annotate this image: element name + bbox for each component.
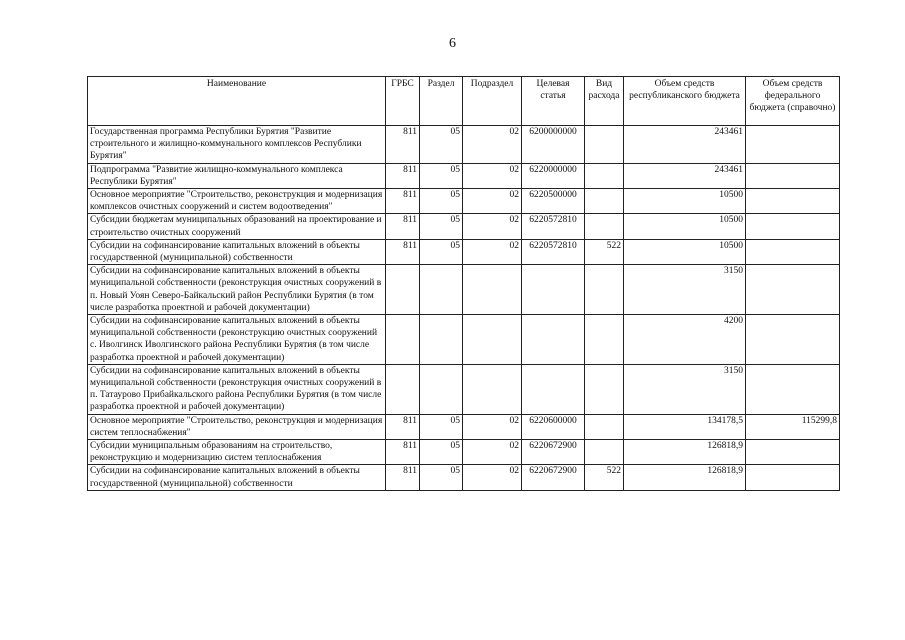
cell-fed <box>746 163 840 188</box>
cell-razdel: 05 <box>420 163 463 188</box>
cell-podrazdel: 02 <box>463 239 522 264</box>
table-row <box>88 239 840 264</box>
cell-name: Субсидии муниципальным образованиям на строительство, реконструкцию и модернизацию систем теплоснабжения <box>88 440 386 465</box>
table-row <box>88 440 840 465</box>
cell-razdel <box>420 315 463 365</box>
header-razdel: Раздел <box>420 77 463 126</box>
cell-tselevaya: 6220572810 <box>522 239 585 264</box>
cell-grbs <box>386 265 420 315</box>
cell-podrazdel: 02 <box>463 440 522 465</box>
table-row <box>88 163 840 188</box>
cell-grbs: 811 <box>386 214 420 239</box>
table-row <box>88 189 840 214</box>
cell-name: Субсидии на софинансирование капитальных вложений в объекты муниципальной собственности (реконструкция очистных сооружений в п. Новый Уоян Северо-Байкальский район Республики Бурятия (в том числе разработка проектной и рабочей документации) <box>88 265 386 315</box>
cell-grbs: 811 <box>386 440 420 465</box>
cell-name: Субсидии на софинансирование капитальных вложений в объекты муниципальной собственности (реконструкция очистных сооружений в п. Татаурово Прибайкальского района Республики Бурятия (в том числе разработка проектной и рабочей документации) <box>88 364 386 414</box>
cell-grbs: 811 <box>386 163 420 188</box>
cell-podrazdel: 02 <box>463 214 522 239</box>
cell-name: Субсидии на софинансирование капитальных вложений в объекты государственной (муниципальной) собственности <box>88 239 386 264</box>
cell-razdel: 05 <box>420 239 463 264</box>
table-row <box>88 126 840 164</box>
cell-name: Подпрограмма "Развитие жилищно-коммунального комплекса Республики Бурятия" <box>88 163 386 188</box>
cell-vid <box>585 265 624 315</box>
cell-podrazdel <box>463 315 522 365</box>
budget-table <box>87 76 840 491</box>
cell-vid <box>585 126 624 164</box>
cell-name: Субсидии на софинансирование капитальных вложений в объекты муниципальной собственности (реконструкцию очистных сооружений с. Иволгинск Иволгинского района Республики Бурятия (в том числе разработка проектной и рабочей документации) <box>88 315 386 365</box>
cell-vid <box>585 364 624 414</box>
cell-fed <box>746 189 840 214</box>
cell-resp: 4200 <box>624 315 746 365</box>
cell-razdel: 05 <box>420 414 463 439</box>
cell-grbs: 811 <box>386 239 420 264</box>
cell-vid <box>585 189 624 214</box>
cell-fed <box>746 239 840 264</box>
cell-name: Государственная программа Республики Бурятия "Развитие строительного и жилищно-коммунального комплексов Республики Бурятия" <box>88 126 386 164</box>
cell-name: Субсидии бюджетам муниципальных образований на проектирование и строительство очистных сооружений <box>88 214 386 239</box>
cell-vid <box>585 315 624 365</box>
table-row <box>88 465 840 490</box>
cell-fed <box>746 440 840 465</box>
cell-podrazdel: 02 <box>463 465 522 490</box>
cell-tselevaya: 6200000000 <box>522 126 585 164</box>
page-number: 6 <box>449 36 456 51</box>
cell-fed <box>746 465 840 490</box>
cell-fed <box>746 265 840 315</box>
header-tselevaya: Целевая статья <box>522 77 585 126</box>
cell-fed: 115299,8 <box>746 414 840 439</box>
cell-vid <box>585 163 624 188</box>
cell-podrazdel: 02 <box>463 414 522 439</box>
header-fed: Объем средств федерального бюджета (справочно) <box>746 77 840 126</box>
header-resp: Объем средств республиканского бюджета <box>624 77 746 126</box>
cell-grbs <box>386 315 420 365</box>
cell-tselevaya: 6220672900 <box>522 465 585 490</box>
cell-resp: 126818,9 <box>624 440 746 465</box>
cell-razdel <box>420 265 463 315</box>
cell-grbs <box>386 364 420 414</box>
table-row <box>88 265 840 315</box>
cell-razdel: 05 <box>420 465 463 490</box>
cell-resp: 10500 <box>624 239 746 264</box>
cell-fed <box>746 126 840 164</box>
cell-resp: 134178,5 <box>624 414 746 439</box>
cell-grbs: 811 <box>386 126 420 164</box>
cell-tselevaya: 6220672900 <box>522 440 585 465</box>
cell-tselevaya: 6220500000 <box>522 189 585 214</box>
cell-fed <box>746 364 840 414</box>
header-name: Наименование <box>88 77 386 126</box>
cell-vid: 522 <box>585 239 624 264</box>
cell-tselevaya <box>522 265 585 315</box>
cell-resp: 10500 <box>624 214 746 239</box>
cell-grbs: 811 <box>386 189 420 214</box>
table-row <box>88 364 840 414</box>
cell-resp: 10500 <box>624 189 746 214</box>
cell-podrazdel: 02 <box>463 189 522 214</box>
cell-podrazdel: 02 <box>463 163 522 188</box>
cell-podrazdel: 02 <box>463 126 522 164</box>
cell-vid: 522 <box>585 465 624 490</box>
header-podrazdel: Подраздел <box>463 77 522 126</box>
cell-resp: 243461 <box>624 163 746 188</box>
cell-podrazdel <box>463 364 522 414</box>
header-grbs: ГРБС <box>386 77 420 126</box>
cell-grbs: 811 <box>386 414 420 439</box>
cell-resp: 3150 <box>624 265 746 315</box>
cell-tselevaya: 6220600000 <box>522 414 585 439</box>
cell-tselevaya <box>522 364 585 414</box>
cell-vid <box>585 414 624 439</box>
table-row <box>88 414 840 439</box>
cell-name: Основное мероприятие "Строительство, реконструкция и модернизация систем теплоснабжения" <box>88 414 386 439</box>
cell-resp: 3150 <box>624 364 746 414</box>
cell-vid <box>585 214 624 239</box>
table-row <box>88 315 840 365</box>
table-header-row <box>88 77 840 126</box>
cell-razdel: 05 <box>420 214 463 239</box>
cell-razdel: 05 <box>420 189 463 214</box>
cell-tselevaya: 6220000000 <box>522 163 585 188</box>
cell-resp: 126818,9 <box>624 465 746 490</box>
cell-razdel: 05 <box>420 440 463 465</box>
cell-razdel: 05 <box>420 126 463 164</box>
cell-name: Основное мероприятие "Строительство, реконструкция и модернизация комплексов очистных сооружений и систем водоотведения" <box>88 189 386 214</box>
cell-fed <box>746 214 840 239</box>
cell-podrazdel <box>463 265 522 315</box>
table-row <box>88 214 840 239</box>
cell-name: Субсидии на софинансирование капитальных вложений в объекты государственной (муниципальной) собственности <box>88 465 386 490</box>
cell-resp: 243461 <box>624 126 746 164</box>
cell-tselevaya <box>522 315 585 365</box>
cell-fed <box>746 315 840 365</box>
cell-grbs: 811 <box>386 465 420 490</box>
cell-vid <box>585 440 624 465</box>
cell-tselevaya: 6220572810 <box>522 214 585 239</box>
header-vid: Вид расхода <box>585 77 624 126</box>
cell-razdel <box>420 364 463 414</box>
